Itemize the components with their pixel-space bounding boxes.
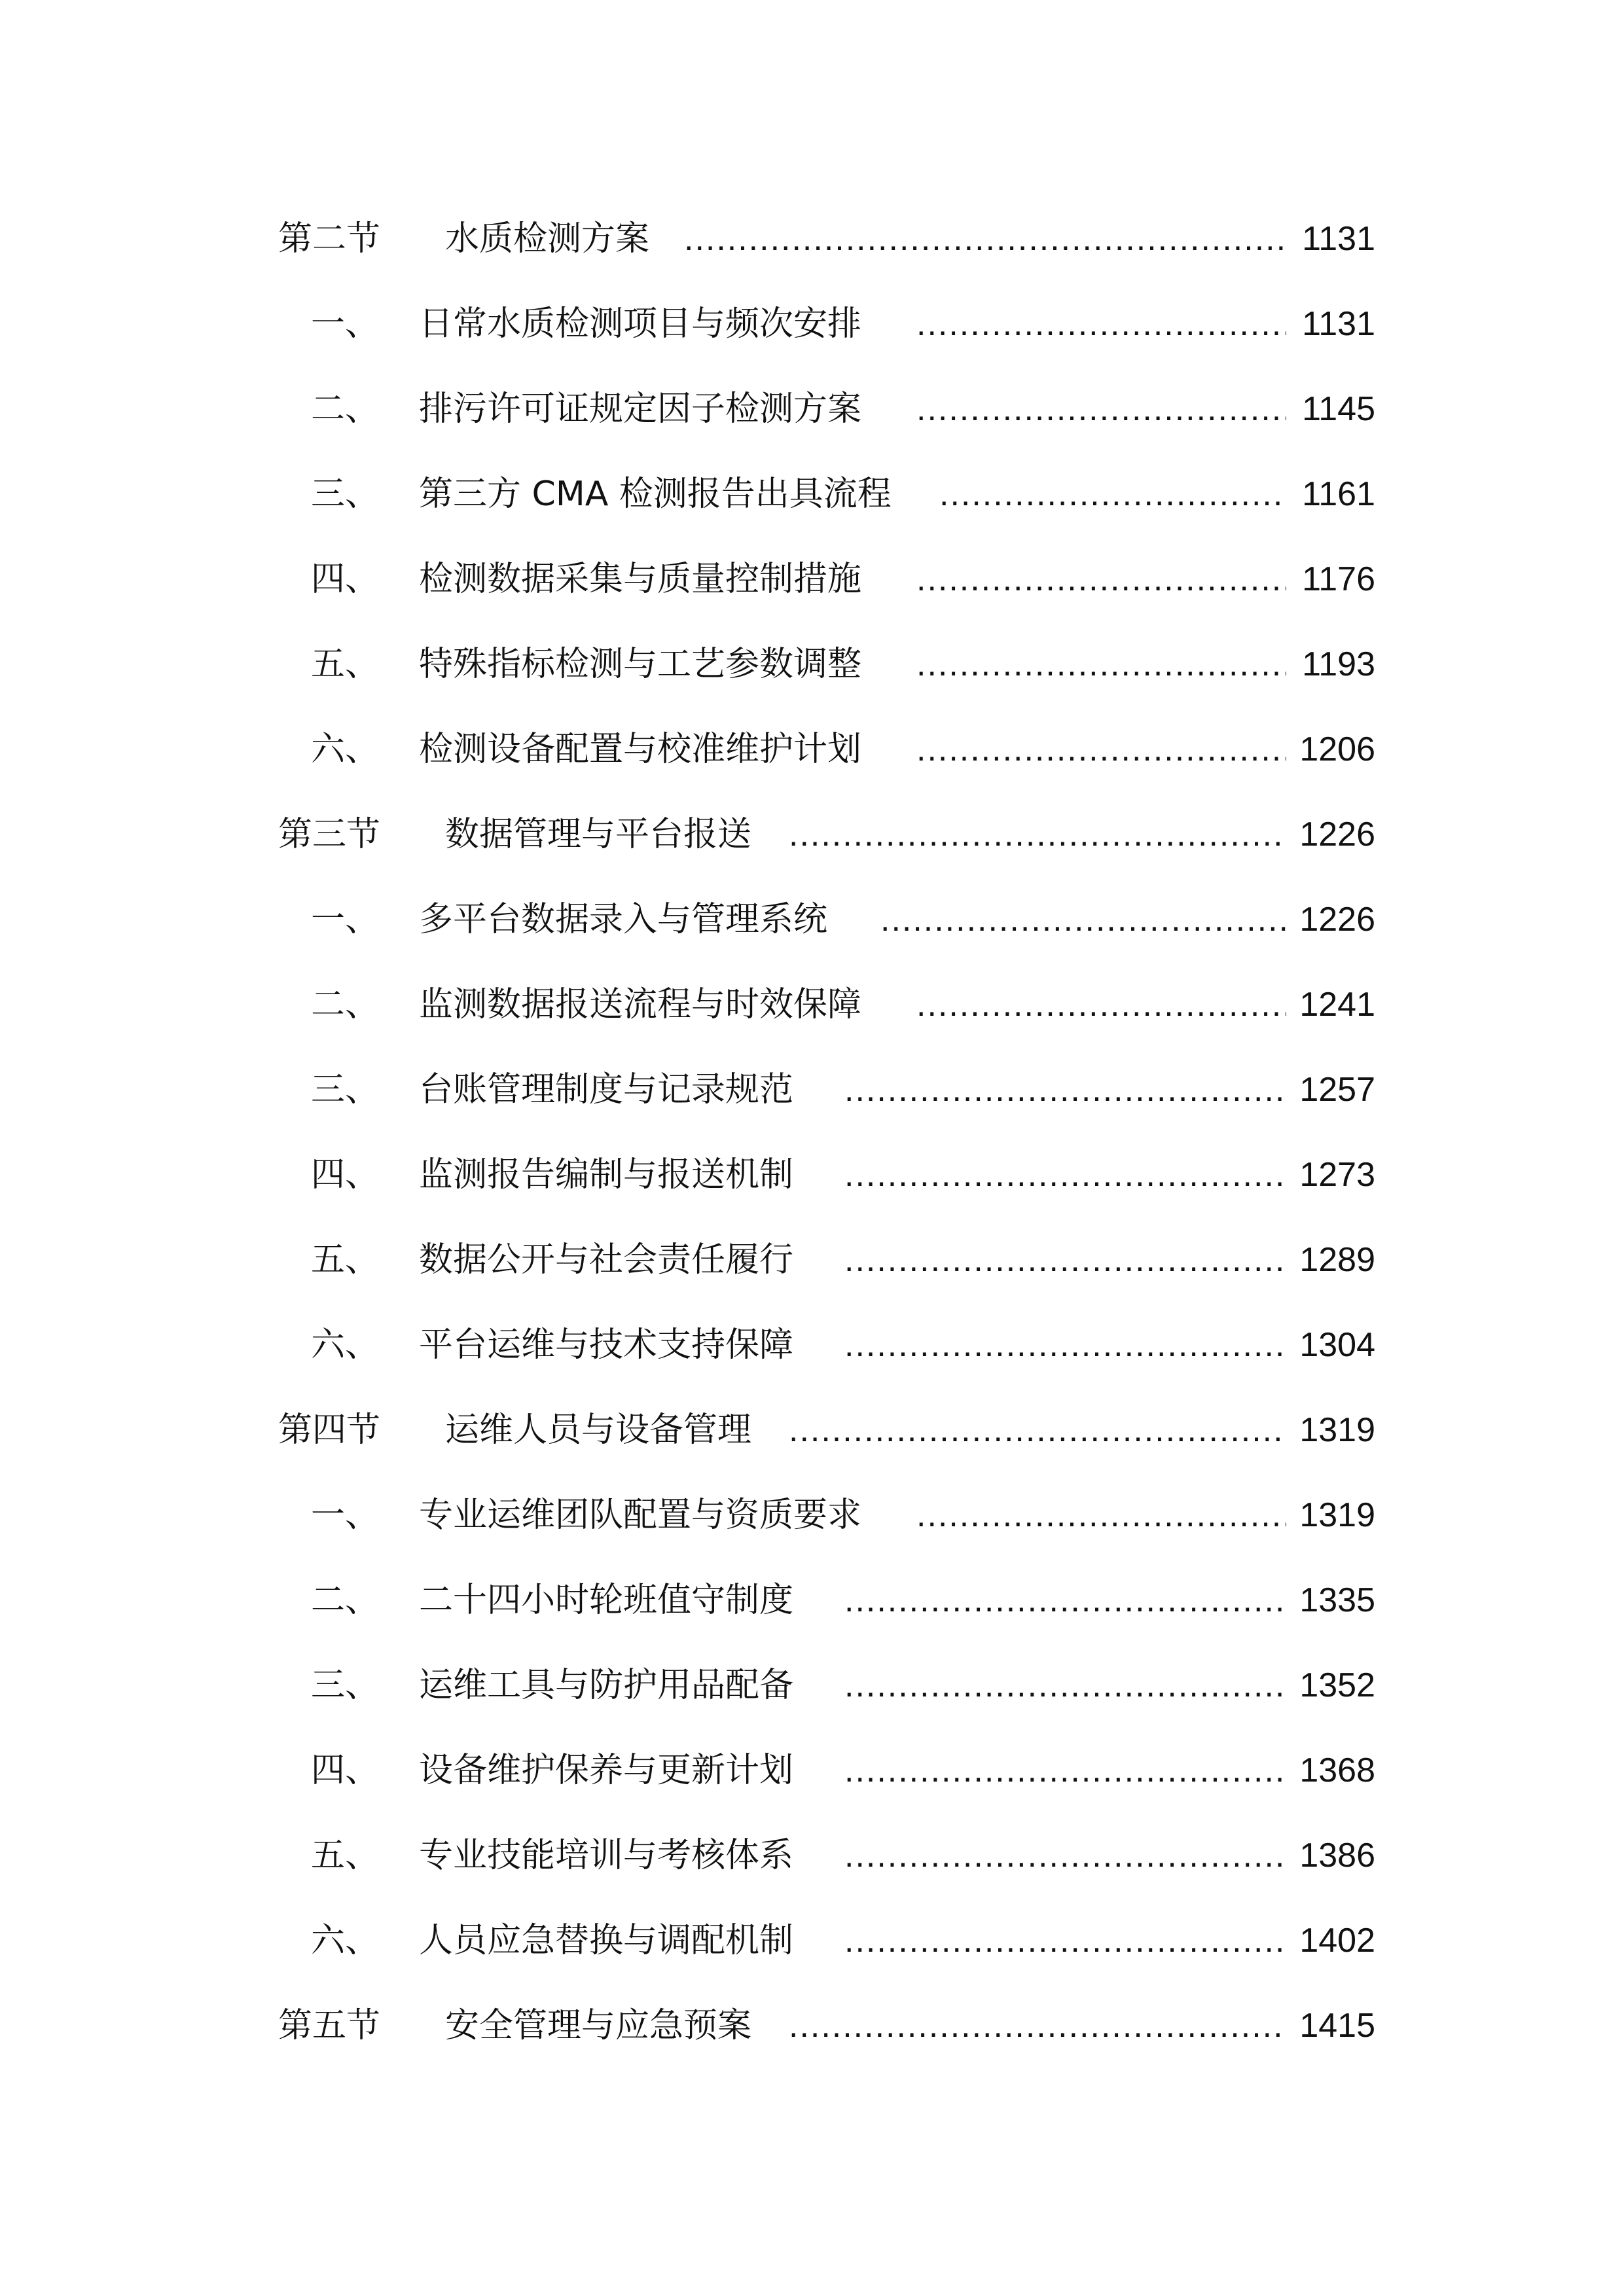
toc-entry bbox=[0, 1486, 1624, 1545]
toc-leader-dots bbox=[789, 805, 1286, 864]
toc-entry bbox=[0, 1656, 1624, 1715]
toc-leader-dots bbox=[844, 1826, 1286, 1885]
toc-entry-number: 五、 bbox=[311, 1240, 380, 1280]
toc-leader-dots bbox=[789, 1996, 1286, 2055]
toc-leader-dots bbox=[916, 295, 1286, 353]
toc-leader-dots bbox=[939, 465, 1286, 524]
toc-entry-title: 监测数据报送流程与时效保障 bbox=[419, 985, 862, 1024]
toc-entry-title: 第三方 CMA 检测报告出具流程 bbox=[419, 475, 892, 514]
toc-entry bbox=[0, 635, 1624, 694]
toc-leader-dots bbox=[916, 635, 1286, 694]
toc-entry bbox=[0, 890, 1624, 949]
toc-entry-number: 四、 bbox=[311, 1155, 380, 1194]
toc-leader-dots bbox=[844, 1656, 1286, 1715]
toc-entry-title: 安全管理与应急预案 bbox=[445, 2006, 752, 2045]
toc-leader-dots bbox=[916, 720, 1286, 779]
toc-entry-page: 1415 bbox=[1299, 2007, 1375, 2045]
toc-entry bbox=[0, 380, 1624, 439]
toc-entry bbox=[0, 720, 1624, 779]
toc-entry-page: 1161 bbox=[1302, 475, 1375, 513]
toc-entry-page: 1131 bbox=[1302, 220, 1375, 258]
toc-leader-dots bbox=[844, 1571, 1286, 1630]
toc-entry-page: 1368 bbox=[1299, 1751, 1375, 1789]
toc-entry-number: 六、 bbox=[311, 730, 380, 769]
toc-entry-number: 一、 bbox=[311, 900, 380, 939]
toc-entry bbox=[0, 1401, 1624, 1460]
toc-entry-number: 三、 bbox=[311, 1070, 380, 1109]
toc-entry-title: 人员应急替换与调配机制 bbox=[419, 1921, 794, 1960]
toc-entry bbox=[0, 1230, 1624, 1289]
toc-entry-page: 1304 bbox=[1299, 1326, 1375, 1364]
toc-entry-page: 1193 bbox=[1302, 645, 1375, 683]
toc-entry-title: 特殊指标检测与工艺参数调整 bbox=[419, 645, 862, 684]
toc-leader-dots bbox=[916, 1486, 1286, 1545]
toc-entry-title: 监测报告编制与报送机制 bbox=[419, 1155, 794, 1194]
toc-entry-page: 1289 bbox=[1299, 1241, 1375, 1279]
toc-entry-number: 第四节 bbox=[278, 1410, 381, 1450]
toc-entry bbox=[0, 1145, 1624, 1204]
toc-entry bbox=[0, 465, 1624, 524]
toc-entry-page: 1386 bbox=[1299, 1837, 1375, 1874]
toc-entry bbox=[0, 209, 1624, 268]
toc-entry-title: 专业运维团队配置与资质要求 bbox=[419, 1496, 862, 1535]
toc-entry bbox=[0, 975, 1624, 1034]
toc-leader-dots bbox=[916, 380, 1286, 439]
toc-entry-title: 运维工具与防护用品配备 bbox=[419, 1666, 794, 1705]
toc-entry-page: 1319 bbox=[1299, 1496, 1375, 1534]
toc-entry-number: 四、 bbox=[311, 560, 380, 599]
toc-entry-page: 1241 bbox=[1299, 986, 1375, 1024]
toc-entry-title: 排污许可证规定因子检测方案 bbox=[419, 389, 862, 429]
toc-entry-number: 五、 bbox=[311, 1836, 380, 1875]
toc-entry-number: 三、 bbox=[311, 1666, 380, 1705]
toc-entry-title: 数据管理与平台报送 bbox=[445, 815, 752, 854]
toc-entry bbox=[0, 1316, 1624, 1374]
toc-entry-title: 检测设备配置与校准维护计划 bbox=[419, 730, 862, 769]
toc-entry-page: 1226 bbox=[1299, 901, 1375, 939]
toc-leader-dots bbox=[844, 1911, 1286, 1970]
toc-leader-dots bbox=[844, 1145, 1286, 1204]
toc-leader-dots bbox=[916, 550, 1286, 609]
toc-entry-title: 日常水质检测项目与频次安排 bbox=[419, 304, 862, 344]
toc-entry bbox=[0, 1571, 1624, 1630]
toc-entry-title: 数据公开与社会责任履行 bbox=[419, 1240, 794, 1280]
toc-entry-title: 运维人员与设备管理 bbox=[445, 1410, 752, 1450]
toc-entry-page: 1402 bbox=[1299, 1922, 1375, 1960]
toc-entry-number: 第五节 bbox=[278, 2006, 381, 2045]
toc-entry-title: 二十四小时轮班值守制度 bbox=[419, 1581, 794, 1620]
toc-entry-page: 1206 bbox=[1299, 730, 1375, 768]
toc-entry-title: 检测数据采集与质量控制措施 bbox=[419, 560, 862, 599]
toc-leader-dots bbox=[916, 975, 1286, 1034]
toc-entry-number: 六、 bbox=[311, 1325, 380, 1365]
toc-entry-number: 第二节 bbox=[278, 219, 381, 259]
toc-entry-title: 台账管理制度与记录规范 bbox=[419, 1070, 794, 1109]
toc-entry-page: 1257 bbox=[1299, 1071, 1375, 1109]
toc-entry-number: 六、 bbox=[311, 1921, 380, 1960]
toc-entry-page: 1352 bbox=[1299, 1666, 1375, 1704]
toc-entry-number: 五、 bbox=[311, 645, 380, 684]
toc-leader-dots bbox=[844, 1741, 1286, 1800]
toc-leader-dots bbox=[844, 1060, 1286, 1119]
toc-entry bbox=[0, 805, 1624, 864]
toc-leader-dots bbox=[880, 890, 1286, 949]
toc-entry-title: 水质检测方案 bbox=[445, 219, 650, 259]
toc-entry-number: 第三节 bbox=[278, 815, 381, 854]
toc-entry bbox=[0, 1741, 1624, 1800]
toc-leader-dots bbox=[684, 209, 1286, 268]
toc-entry-page: 1226 bbox=[1299, 816, 1375, 853]
toc-entry bbox=[0, 1826, 1624, 1885]
toc-entry-number: 一、 bbox=[311, 1496, 380, 1535]
toc-leader-dots bbox=[844, 1316, 1286, 1374]
toc-entry-title: 设备维护保养与更新计划 bbox=[419, 1751, 794, 1790]
toc-leader-dots bbox=[844, 1230, 1286, 1289]
toc-entry-title: 多平台数据录入与管理系统 bbox=[419, 900, 828, 939]
toc-entry bbox=[0, 295, 1624, 353]
toc-entry-number: 四、 bbox=[311, 1751, 380, 1790]
toc-entry bbox=[0, 1060, 1624, 1119]
toc-entry-title: 专业技能培训与考核体系 bbox=[419, 1836, 794, 1875]
toc-entry-page: 1176 bbox=[1302, 560, 1375, 598]
toc-entry-number: 一、 bbox=[311, 304, 380, 344]
toc-entry-page: 1131 bbox=[1302, 305, 1375, 343]
toc-entry bbox=[0, 1911, 1624, 1970]
toc-leader-dots bbox=[789, 1401, 1286, 1460]
toc-entry-page: 1145 bbox=[1302, 390, 1375, 428]
toc-entry-page: 1335 bbox=[1299, 1581, 1375, 1619]
toc-entry-page: 1319 bbox=[1299, 1411, 1375, 1449]
toc-entry-number: 二、 bbox=[311, 985, 380, 1024]
toc-entry-number: 三、 bbox=[311, 475, 380, 514]
toc-entry-title: 平台运维与技术支持保障 bbox=[419, 1325, 794, 1365]
toc-entry-number: 二、 bbox=[311, 1581, 380, 1620]
toc-entry-number: 二、 bbox=[311, 389, 380, 429]
toc-entry bbox=[0, 1996, 1624, 2055]
toc-entry-page: 1273 bbox=[1299, 1156, 1375, 1194]
toc-entry bbox=[0, 550, 1624, 609]
